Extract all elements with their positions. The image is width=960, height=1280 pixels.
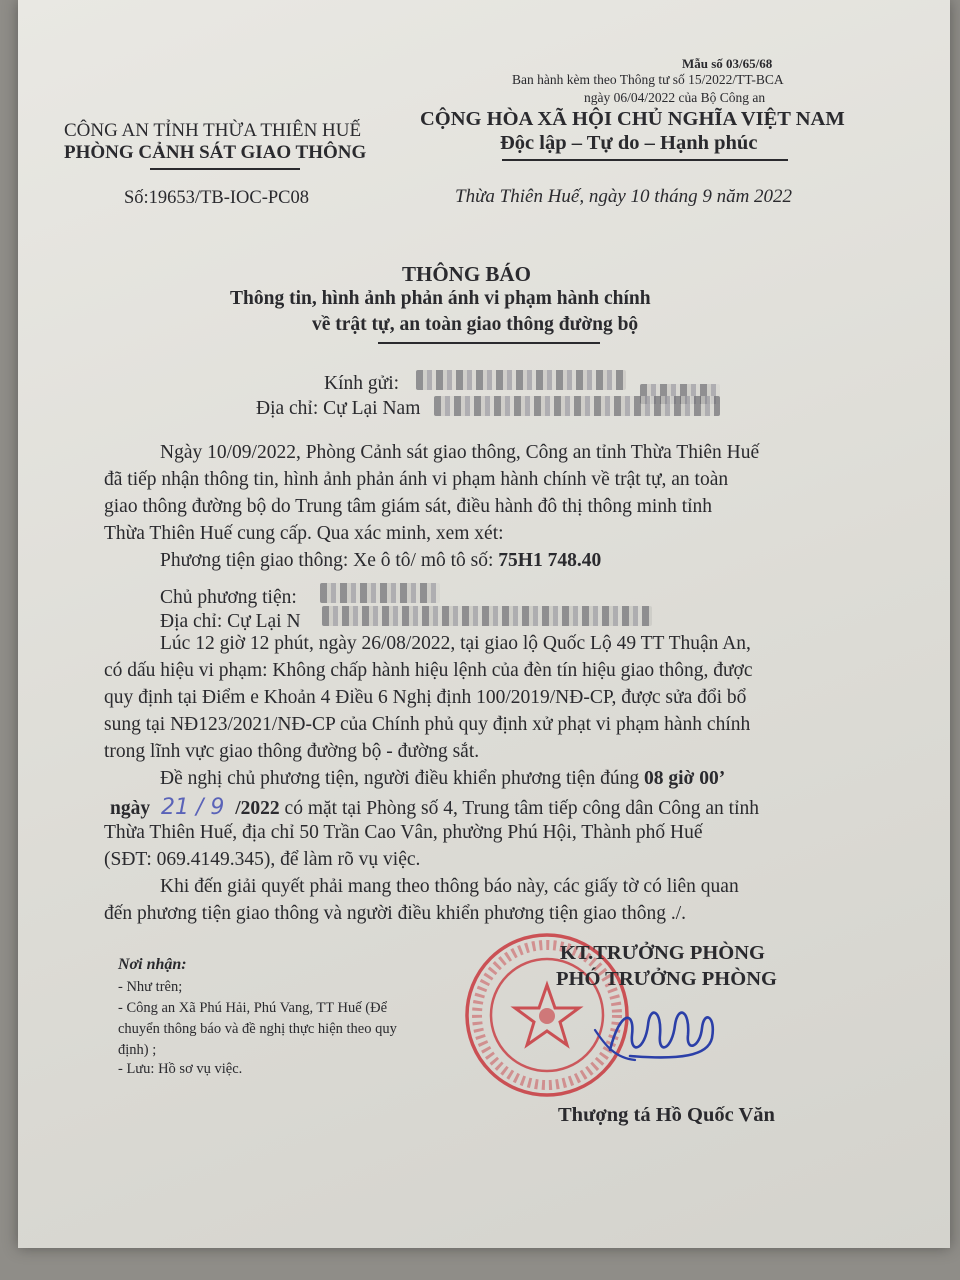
recipients-item2-line1: - Công an Xã Phú Hải, Phú Vang, TT Huế (Để xyxy=(118,1000,388,1016)
recipient-address: Địa chỉ: Cự Lại Nam xyxy=(256,398,421,419)
para3-line2-text: có mặt tại Phòng số 4, Trung tâm tiếp công dân Công an tỉnh xyxy=(284,798,760,819)
title-sub1: Thông tin, hình ảnh phản ánh vi phạm hành chính xyxy=(230,288,651,309)
title-underline xyxy=(378,342,600,344)
para4-line2: đến phương tiện giao thông và người điều khiển phương tiện giao thông ./. xyxy=(104,903,687,924)
agency-line1: CÔNG AN TỈNH THỪA THIÊN HUẾ xyxy=(64,120,362,141)
recipients-item3: - Lưu: Hồ sơ vụ việc. xyxy=(118,1061,243,1077)
para1-line2: đã tiếp nhận thông tin, hình ảnh phản ánh vi phạm hành chính về trật tự, an toàn xyxy=(104,469,729,490)
place-date: Thừa Thiên Huế, ngày 10 tháng 9 năm 2022 xyxy=(455,186,793,207)
para3-text: Đề nghị chủ phương tiện, người điều khiển phương tiện đúng xyxy=(160,768,640,789)
nation-line1: CỘNG HÒA XÃ HỘI CHỦ NGHĨA VIỆT NAM xyxy=(420,108,845,130)
appointment-time: 08 giờ 00’ xyxy=(644,768,726,789)
agency-line2: PHÒNG CẢNH SÁT GIAO THÔNG xyxy=(64,142,367,163)
recipients-label: Nơi nhận: xyxy=(118,956,187,973)
vehicle-line xyxy=(160,550,601,572)
recipients-item2-line2: chuyển thông báo và đề nghị thực hiện theo quy xyxy=(118,1021,397,1037)
signature-title-line2: PHÓ TRƯỞNG PHÒNG xyxy=(556,968,777,990)
para2-line2: có dấu hiệu vi phạm: Không chấp hành hiệu lệnh của đèn tín hiệu giao thông, được xyxy=(104,660,753,681)
para3-line1 xyxy=(160,768,725,790)
redacted-owner-name xyxy=(320,583,440,603)
redacted-owner-address xyxy=(322,606,652,626)
license-plate: 75H1 748.40 xyxy=(498,550,602,571)
document-number: Số:19653/TB-IOC-PC08 xyxy=(124,188,310,208)
para2-line1: Lúc 12 giờ 12 phút, ngày 26/08/2022, tại giao lộ Quốc Lộ 49 TT Thuận An, xyxy=(160,633,751,654)
para2-line4: sung tại NĐ123/2021/NĐ-CP của Chính phủ quy định xử phạt vi phạm hành chính xyxy=(104,714,751,735)
redacted-recipient-address xyxy=(434,396,720,416)
agency-underline xyxy=(150,168,300,170)
appointment-day-label: ngày xyxy=(110,798,151,819)
para1-line4: Thừa Thiên Huế cung cấp. Qua xác minh, xem xét: xyxy=(104,523,504,544)
nation-line2: Độc lập – Tự do – Hạnh phúc xyxy=(500,132,758,154)
para4-line1: Khi đến giải quyết phải mang theo thông báo này, các giấy tờ có liên quan xyxy=(160,876,739,897)
redacted-recipient-name xyxy=(416,370,626,390)
signature-title-line1: KT.TRƯỞNG PHÒNG xyxy=(560,942,765,964)
handwritten-signature xyxy=(590,990,730,1070)
title-sub2: về trật tự, an toàn giao thông đường bộ xyxy=(312,314,639,335)
para1-line3: giao thông đường bộ do Trung tâm giám sát, điều hành đô thị thông minh tỉnh xyxy=(104,496,713,517)
owner-address: Địa chỉ: Cự Lại N xyxy=(160,611,301,632)
owner-label: Chủ phương tiện: xyxy=(160,587,297,608)
para2-line3: quy định tại Điểm e Khoản 4 Điều 6 Nghị định 100/2019/NĐ-CP, được sửa đổi bổ xyxy=(104,687,747,708)
nation-underline xyxy=(502,159,788,161)
recipients-item2-line3: định) ; xyxy=(118,1042,157,1058)
form-issued-line2: ngày 06/04/2022 của Bộ Công an xyxy=(584,90,766,105)
handwritten-date: 21 / 9 xyxy=(160,795,225,820)
para1-line1: Ngày 10/09/2022, Phòng Cảnh sát giao thông, Công an tỉnh Thừa Thiên Huế xyxy=(160,442,760,463)
para2-line5: trong lĩnh vực giao thông đường bộ - đường sắt. xyxy=(104,741,480,762)
vehicle-label: Phương tiện giao thông: Xe ô tô/ mô tô số: xyxy=(160,550,494,571)
para3-line2 xyxy=(110,795,759,820)
para3-line3: Thừa Thiên Huế, địa chỉ 50 Trần Cao Vân, phường Phú Hội, Thành phố Huế xyxy=(104,822,703,843)
appointment-year: /2022 xyxy=(235,798,280,819)
form-issued-line1: Ban hành kèm theo Thông tư số 15/2022/TT-BCA xyxy=(512,72,784,87)
recipient-label: Kính gửi: xyxy=(324,373,400,394)
para3-line4: (SĐT: 069.4149.345), để làm rõ vụ việc. xyxy=(104,849,421,870)
recipients-item1: - Như trên; xyxy=(118,979,183,995)
signer-name: Thượng tá Hồ Quốc Văn xyxy=(558,1104,775,1126)
document-title: THÔNG BÁO xyxy=(402,262,531,286)
form-number: Mẫu số 03/65/68 xyxy=(682,56,773,71)
